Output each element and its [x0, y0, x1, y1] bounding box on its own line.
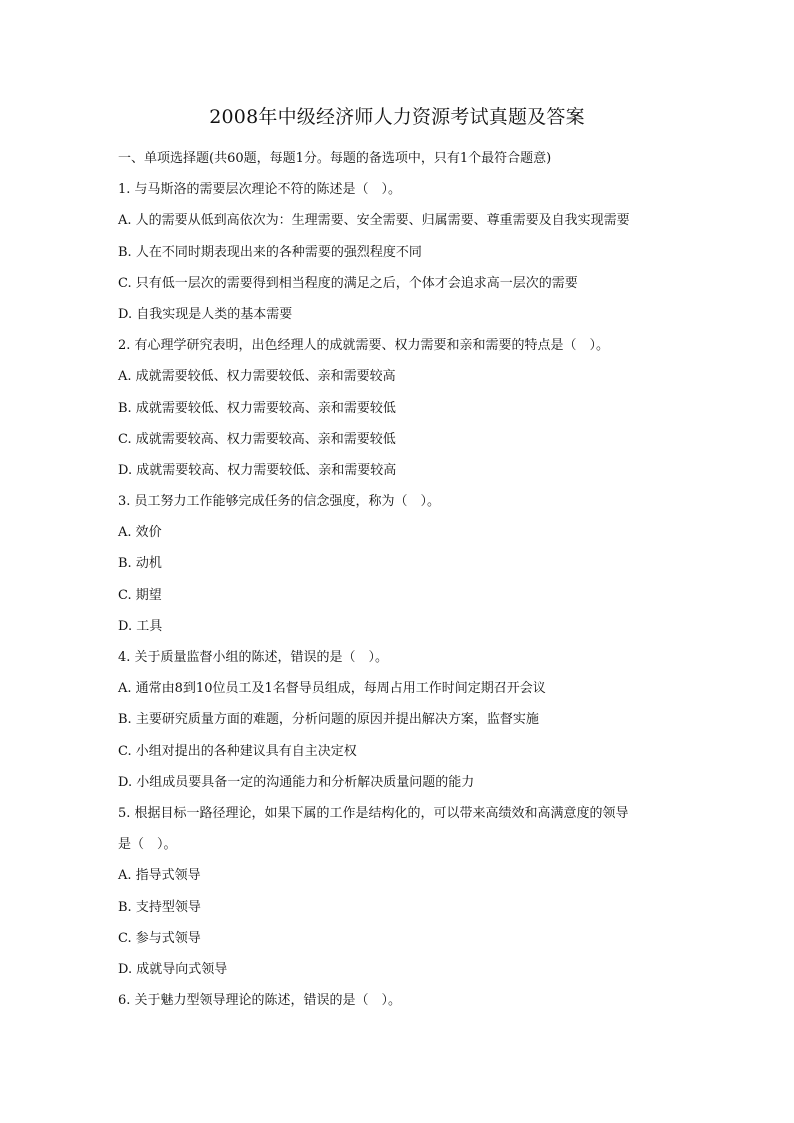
option-1b: B. 人在不同时期表现出来的各种需要的强烈程度不同 — [118, 244, 422, 260]
option-2b: B. 成就需要较低、权力需要较高、亲和需要较低 — [118, 400, 396, 416]
option-1d: D. 自我实现是人类的基本需要 — [118, 306, 293, 322]
option-4a: A. 通常由8到10位员工及1名督导员组成，每周占用工作时间定期召开会议 — [118, 681, 546, 697]
option-3d: D. 工具 — [118, 618, 163, 634]
question-5: 5. 根据目标一路径理论，如果下属的工作是结构化的，可以带来高绩效和高满意度的领导 — [118, 805, 629, 821]
option-5c: C. 参与式领导 — [118, 930, 201, 946]
option-3c: C. 期望 — [118, 587, 162, 603]
option-5d: D. 成就导向式领导 — [118, 961, 228, 977]
document-title: 2008年中级经济师人力资源考试真题及答案 — [209, 106, 585, 128]
question-6: 6. 关于魅力型领导理论的陈述，错误的是（ ）。 — [118, 993, 402, 1009]
section-heading: 一、单项选择题(共60题，每题1分。每题的备选项中，只有1个最符合题意) — [118, 151, 552, 166]
option-2a: A. 成就需要较低、权力需要较低、亲和需要较高 — [118, 369, 396, 385]
question-2: 2. 有心理学研究表明，出色经理人的成就需要、权力需要和亲和需要的特点是（ ）。 — [118, 338, 610, 354]
question-4: 4. 关于质量监督小组的陈述，错误的是（ ）。 — [118, 650, 389, 665]
option-2c: C. 成就需要较高、权力需要较高、亲和需要较低 — [118, 431, 396, 447]
option-1a: A. 人的需要从低到高依次为：生理需要、安全需要、归属需要、尊重需要及自我实现需要 — [118, 213, 630, 229]
option-4b: B. 主要研究质量方面的难题，分析问题的原因并提出解决方案，监督实施 — [118, 712, 539, 728]
option-3b: B. 动机 — [118, 556, 162, 572]
option-4d: D. 小组成员要具备一定的沟通能力和分析解决质量问题的能力 — [118, 774, 475, 790]
option-4c: C. 小组对提出的各种建议具有自主决定权 — [118, 743, 357, 759]
option-2d: D. 成就需要较高、权力需要较低、亲和需要较高 — [118, 462, 397, 478]
option-1c: C. 只有低一层次的需要得到相当程度的满足之后，个体才会追求高一层次的需要 — [118, 275, 578, 291]
question-5-continued: 是（ ）。 — [118, 837, 177, 853]
option-5b: B. 支持型领导 — [118, 899, 201, 915]
document-body — [118, 143, 698, 1016]
question-1: 1. 与马斯洛的需要层次理论不符的陈述是（ ）。 — [118, 182, 402, 198]
option-3a: A. 效价 — [118, 525, 162, 541]
question-3: 3. 员工努力工作能够完成任务的信念强度，称为（ ）。 — [118, 494, 441, 510]
option-5a: A. 指导式领导 — [118, 868, 201, 884]
